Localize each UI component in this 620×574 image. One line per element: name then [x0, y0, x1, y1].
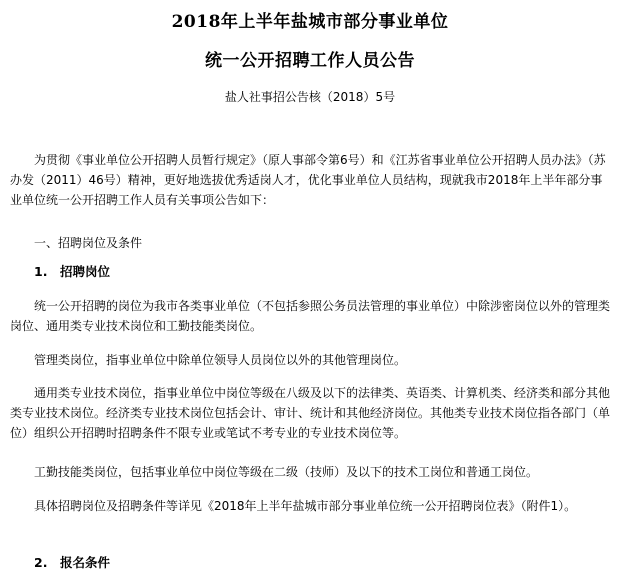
intro-paragraph: 为贯彻《事业单位公开招聘人员暂行规定》（原人事部令第6号）和《江苏省事业单位公开招聘人员办法》（苏办发（2011）46号）精神，更好地选拔优秀适岗人才，优化事业单位人员结构，现就我市2018年上半年部分事业单位统一公开招聘工作人员有关事项公告如下：: [10, 153, 606, 207]
subsection2-number: 2.: [34, 555, 48, 570]
paragraph-positions: 统一公开招聘的岗位为我市各类事业单位（不包括参照公务员法管理的事业单位）中除涉密岗位以外的管理类岗位、通用类专业技术岗位和工勤技能类岗位。: [10, 299, 611, 333]
document-number: 盐人社事招公告核（2018）5号: [224, 90, 396, 104]
subsection1-title: 招聘岗位: [60, 264, 111, 279]
subsection2-title: 报名条件: [60, 555, 111, 570]
subsection2-heading: [34, 553, 110, 573]
subsection1-heading: [34, 262, 110, 282]
paragraph-management: 管理类岗位，指事业单位中除单位领导人员岗位以外的其他管理岗位。: [34, 353, 407, 367]
paragraph-details: 具体招聘岗位及招聘条件等详见《2018年上半年盐城市部分事业单位统一公开招聘岗位表》（附件1）。: [34, 499, 577, 513]
paragraph-worker: 工勤技能类岗位，包括事业单位中岗位等级在二级（技师）及以下的技术工岗位和普通工岗位。: [34, 465, 539, 479]
subsection1-number: 1.: [34, 264, 48, 279]
document-title-line1: 2018年上半年盐城市部分事业单位: [171, 12, 449, 32]
section1-heading: 一、招聘岗位及条件: [34, 236, 143, 250]
document-title-line2: 统一公开招聘工作人员公告: [205, 51, 415, 71]
paragraph-technical: 通用类专业技术岗位，指事业单位中岗位等级在八级及以下的法律类、英语类、计算机类、经济类和部分其他类专业技术岗位。经济类专业技术岗位包括会计、审计、统计和其他经济岗位。其他类专业技术岗位指各部门（单位）组织公开招聘时招聘条件不限专业或笔试不考专业的专业技术岗位等。: [10, 386, 611, 440]
